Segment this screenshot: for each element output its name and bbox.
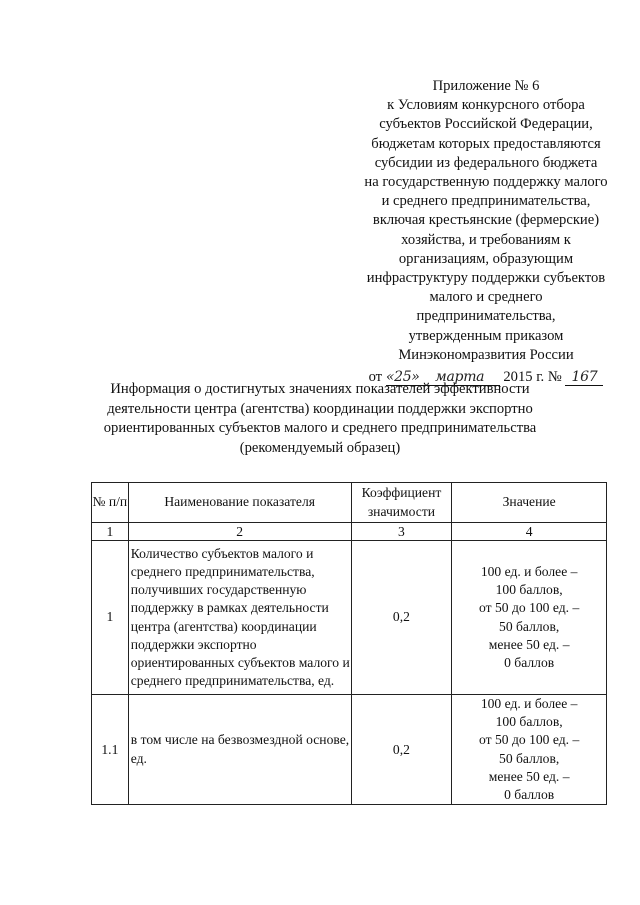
indicators-table <box>91 482 607 805</box>
row-coef: 0,2 <box>351 541 452 695</box>
appendix-line: на государственную поддержку малого <box>364 174 608 191</box>
appendix-line: организациям, образующим <box>398 250 574 267</box>
row-value: 100 ед. и более – 100 баллов, от 50 до 100 ед. – 50 баллов, менее 50 ед. – 0 баллов <box>479 563 580 670</box>
appendix-line: к Условиям конкурсного отбора <box>387 97 585 114</box>
title-line: Информация о достигнутых значениях показателей эффективности <box>110 381 530 397</box>
row-name: Количество субъектов малого и среднего предпринимательства, получивших государственную поддержку в рамках деятельности центра (агентства) координации поддержки экспортно ориентированных субъектов малого и среднего предпринимательства, ед. <box>130 545 350 689</box>
date-day: «25» <box>385 369 420 386</box>
row-name-cell <box>128 541 351 695</box>
order-number: 167 <box>565 370 603 386</box>
row-value: 100 ед. и более – 100 баллов, от 50 до 100 ед. – 50 баллов, менее 50 ед. – 0 баллов <box>479 696 580 803</box>
appendix-line: Минэкономразвития России <box>398 346 574 363</box>
row-name: в том числе на безвозмездной основе, ед. <box>130 732 350 766</box>
title-line: деятельности центра (агентства) координации поддержки экспортно <box>107 400 533 417</box>
appendix-line: малого и среднего <box>429 289 543 306</box>
date-year: 2015 г. № <box>503 369 562 386</box>
appendix-header <box>336 77 636 387</box>
header-coef: Коэффициент значимости <box>351 483 452 523</box>
appendix-line: и среднего предпринимательства, <box>381 193 591 210</box>
date-month: марта <box>420 370 500 386</box>
appendix-line: включая крестьянские (фермерские) <box>372 212 600 229</box>
header-value: Значение <box>452 483 607 523</box>
header-num: № п/п <box>92 483 129 523</box>
row-num: 1 <box>92 541 129 695</box>
column-index: 1 <box>92 523 129 541</box>
document-title <box>90 380 550 458</box>
title-line: (рекомендуемый образец) <box>239 439 401 456</box>
appendix-line: утвержденным приказом <box>408 327 564 344</box>
row-name-cell <box>128 695 351 805</box>
table-header-row <box>92 483 607 523</box>
header-name: Наименование показателя <box>128 483 351 523</box>
appendix-line: предпринимательства, <box>416 308 556 325</box>
title-line: ориентированных субъектов малого и среднего предпринимательства <box>103 420 537 436</box>
table-row <box>92 695 607 805</box>
appendix-line: Приложение № 6 <box>432 78 540 94</box>
appendix-line: субъектов Российской Федерации, <box>379 116 593 133</box>
table-row <box>92 541 607 695</box>
appendix-line: хозяйства, и требованиям к <box>401 231 571 248</box>
column-index-row <box>92 523 607 541</box>
row-coef: 0,2 <box>351 695 452 805</box>
column-index: 3 <box>351 523 452 541</box>
row-value-cell <box>452 695 607 805</box>
appendix-line: инфраструктуру поддержки субъектов <box>366 270 606 287</box>
appendix-line: субсидии из федерального бюджета <box>374 154 598 171</box>
column-index: 4 <box>452 523 607 541</box>
appendix-line: бюджетам которых предоставляются <box>371 135 601 152</box>
date-prefix: от <box>368 369 383 386</box>
column-index: 2 <box>128 523 351 541</box>
row-value-cell <box>452 541 607 695</box>
row-num: 1.1 <box>92 695 129 805</box>
